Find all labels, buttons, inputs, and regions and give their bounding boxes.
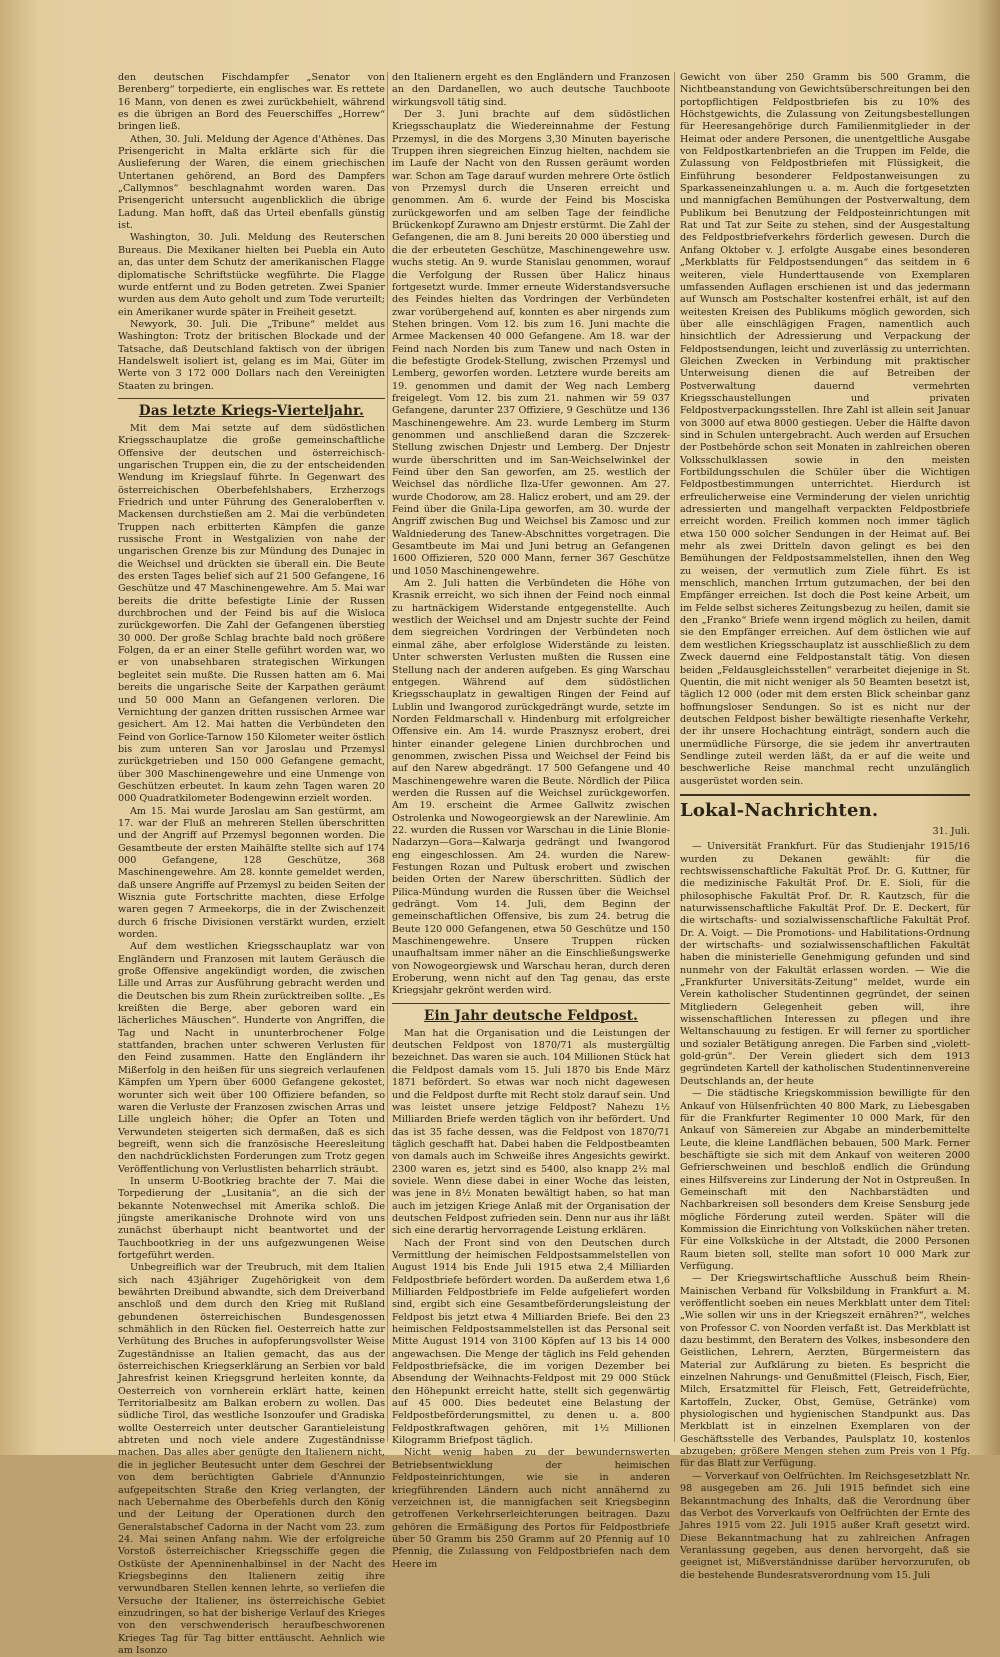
article-heading: Das letzte Kriegs-Vierteljahr. — [138, 402, 365, 419]
article-paragraph: Nach der Front sind von den Deutschen durch Vermittlung der heimischen Feldpostsammelstellen von August 1914 bis Ende Juli 1915 etwa 2,4 Milliarden Feldpostbriefe befördert worden. Da außerdem etwa 1,6 Milliarden Feldpostbriefe im Felde aufgeliefert worden sind, ergibt sich eine Gesamtbeförderungsleistung der Feldpost bis jetzt etwa 4 Milliarden Briefe. Bei den 23 heimischen Feldpostsammelstellen ist das Personal seit Mitte August 1914 von 3100 Köpfen auf 13 bis 14 000 angewachsen. Die Menge der täglich ins Feld gehenden Feldpostbriefsäcke, die im vorigen Dezember bei Absendung der Weihnachts-Feldpost mit 29 000 Stück den Höhepunkt erreicht hatte, stellt sich gegenwärtig auf 45 000. Dies bedeutet eine Belastung der Feldpostbeförderungsmittel, zu denen u. a. 800 Feldpostkraftwagen gehören, mit 1½ Millionen Kilogramm Briefpost täglich. — [392, 1237, 670, 1447]
article-paragraph: den Italienern ergeht es den Engländern und Franzosen an den Dardanellen, wo auch deutsche Tauchboote wirkungsvoll tätig sind. — [392, 72, 670, 108]
article-paragraph: den deutschen Fischdampfer „Senator von Berenberg“ torpedierte, ein englisches war. Es rettete 16 Mann, von denen es zwei zurückbehielt, während es die übrigen an Bord des Feuerschiffes „Horrew“ bringen ließ. — [118, 72, 385, 133]
article-paragraph: Man hat die Organisation und die Leistungen der deutschen Feldpost von 1870/71 als mustergültig bezeichnet. Das waren sie auch. 104 Millionen Stück hat die Feldpost damals vom 15. Juli 1870 bis Ende März 1871 befördert. So etwas war noch nicht dagewesen und die Feldpost durfte mit Recht stolz darauf sein. Und was leistet unsere jetzige Feldpost? Nahezu 1½ Milliarden Briefe werden täglich von ihr befördert. Und das ist 35 fache dessen, was die Feldpost von 1870/71 täglich geschafft hat. Dabei haben die Feldpostbeamten von damals auch im Schweiße ihres Angesichts gewirkt. 2300 waren es, jetzt sind es 5400, also knapp 2½ mal soviele. Wenn diese dabei in einer Woche das leisten, was jene in 8½ Monaten bewältigt haben, so hat man auch im jetzigen Kriege Anlaß mit der Organisation der deutschen Feldpost zufrieden sein. Denn nur aus ihr läßt sich eine derartig hervorragende Leistung erklären. — [392, 1027, 670, 1237]
page-edge-shadow — [978, 0, 1000, 1455]
section-divider — [680, 794, 970, 796]
article-paragraph: Der 3. Juni brachte auf dem südöstlichen Kriegsschauplatz die Wiedereinnahme der Festung Przemysl, in die des Morgens 3,30 Minuten bayerische Truppen ihren siegreichen Einzug hielten, nachdem sie im Laufe der Nacht von den Russen geräumt worden war. Schon am Tage darauf wurden mehrere Orte östlich von Przemysl durch die Unseren erreicht und genommen. Am 6. wurde der Feind bis Mosciska zurückgeworfen und am selben Tage der feindliche Brückenkopf Zurawno am Dnjestr erstürmt. Die Zahl der Gefangenen, die am 8. Juni bereits 20 000 überstieg und die der erbeuteten Geschütze, Maschinengewehre usw. wuchs stetig. An 9. wurde Stanislau genommen, worauf die Verfolgung der Russen über Halicz hinaus fortgesetzt wurde. Immer erneute Widerstandsversuche des Feindes hielten das Vordringen der Verbündeten zwar vorübergehend auf, konnten es aber nirgends zum Stehen bringen. Vom 12. bis zum 16. Juni machte die Armee Mackensen 40 000 Gefangene. Am 18. war der Feind nach Norden bis zum Tanew und nach Osten in die befestigte Grodek-Stellung, zwischen Przemysl und Lemberg, geworfen worden. Letztere wurde bereits am 19. genommen und damit der Weg nach Lemberg freigelegt. Vom 12. bis zum 21. nahmen wir 59 037 Gefangene, darunter 237 Offiziere, 9 Geschütze und 136 Maschinengewehre. Am 23. wurde Lemberg im Sturm genommen und anschließend daran die Szczerek-Stellung zwischen Dnjestr und Lemberg. Der Dnjestr wurde überschritten und im San-Weichselwinkel der Feind über den San geworfen, am 25. westlich der Weichsel das nördliche Ilza-Ufer gewonnen. Am 27. wurde Chodorow, am 28. Halicz erobert, und am 29. der Feind über die Gnila-Lipa geworfen, am 30. wurde der Angriff zwischen Bug und Weichsel bis Zamosc und zur Waldniederung des Tanew-Abschnittes vorgetragen. Die Gesamtbeute im Mai und Juni betrug an Gefangenen 1600 Offizieren, 520 000 Mann, ferner 367 Geschütze und 1050 Maschinengewehre. — [392, 109, 670, 577]
article-paragraph: Unbegreiflich war der Treubruch, mit dem Italien sich nach 43jähriger Zugehörigkeit von dem bewährten Dreibund abwandte, sich dem Dreiverband anschloß und dem durch den Krieg mit Rußland gebundenen österreichischen Bundesgenossen schmählich in den Rücken fiel. Oesterreich hatte zur Verhütung des Bruches in aufopferungsvollster Weise Zugeständnisse an Italien gemacht, das aus der österreichischen Kriegserklärung an Serbien vor bald Jahresfrist keinen Kriegsgrund herleiten konnte, da Oesterreich von vornherein erklärt hatte, keinen Territorialbesitz am Balkan erobern zu wollen. Das südliche Tirol, das westliche Isonzoufer und Gradiska wollte Oesterreich unter deutscher Garantieleistung abtreten und noch viele andere Zugeständnisse machen. Das alles aber genügte den Italienern nicht, die in jeglicher Beutesucht unter dem Geschrei der von dem berüchtigten Gabriele d'Annunzio aufgepeitschten Straße den Krieg verlangten, der nach Uebernahme des Oberbefehls durch den König und der Leitung der Operationen durch den Generalstabschef Cadorna in der Nacht vom 23. zum 24. Mai seinen Anfang nahm. Wie der erfolgreiche Vorstoß österreichischer Kriegsschiffe gegen die Ostküste der Apenninenhalbinsel in der Nacht des Kriegsbeginns den Italienern zeitig ihre verwundbaren Stellen kennen lehrte, so verliefen die Versuche der Italiener, ins österreichische Gebiet einzudringen, so hat der bisherige Verlauf des Krieges von den verschwenderisch heraufbeschworenen Krieges Tag für Tag bitter enttäuscht. Aehnlich wie am Isonzo — [118, 1262, 385, 1656]
column-2 — [392, 72, 670, 1570]
article-paragraph: Am 2. Juli hatten die Verbündeten die Höhe von Krasnik erreicht, wo sich ihnen der Feind noch einmal zu hartnäckigem Widerstande entgegenstellte. Auch westlich der Weichsel und am Dnjestr suchte der Feind dem siegreichen Vordringen der Verbündeten noch einmal zähe, aber erfolglose Widerstände zu leisten. Unter schwersten Verlusten mußten die Russen eine Stellung nach der anderen aufgeben. Es ging Warschau entgegen. Während auf dem südöstlichen Kriegsschauplatz in gewaltigen Ringen der Feind auf Lublin und Iwangorod zurückgedrängt wurde, setzte im Norden Feldmarschall v. Hindenburg mit erfolgreicher Offensive ein. Am 14. wurde Prasznysz erobert, drei hinter einander gelegene Linien durchbrochen und genommen, zwischen Pissa und Weichsel der Feind bis auf den Narew abgedrängt. 17 500 Gefangene und 40 Maschinengewehre waren die Beute. Nördlich der Pilica werden die Russen auf die Weichsel zurückgeworfen. Am 19. erscheint die Armee Gallwitz zwischen Ostrolenka und Nowogeorgiewsk an der Narewlinie. Am 22. wurden die Russen vor Warschau in die Linie Blonie-Nadarzyn—Gora—Kalwarja gedrängt und Iwangorod eng eingeschlossen. Am 24. wurden die Narew-Festungen Rozan und Pultusk erobert und zwischen beiden Orten der Narew überschritten. Südlich der Pilica-Mündung wurden die Russen über die Weichsel gedrängt. Vom 14. Juli, dem Beginn der gemeinschaftlichen Offensive, bis zum 24. betrug die Beute 120 000 Gefangenen, etwa 50 Geschütze und 150 Maschinengewehre. Unsere Truppen rücken unaufhaltsam immer näher an die Einschließungswerke von Nowogeorgiewsk und Warschau heran, durch deren Eroberung, wenn nicht auf den Tag genau, das erste Kriegsjahr gekrönt werden wird. — [392, 578, 670, 997]
article-paragraph: Auf dem westlichen Kriegsschauplatz war von Engländern und Franzosen mit lautem Geräusch die große Offensive angekündigt worden, die zwischen Lille und Arras zur Ausführung gebracht werden und die Deutschen bis zum Rhein zurücktreiben sollte. „Es kreißten die Berge, aber geboren ward ein lächerliches Mäuschen“. Hunderte von Angriffen, die Tag und Nacht in ununterbrochener Folge stattfanden, brachen unter schweren Verlusten für den Feind zusammen. Hatte den Engländern ihr Mißerfolg in den heißen für uns siegreich verlaufenen Kämpfen um Ypern über 6000 Gefangene gekostet, worunter sich weit über 100 Offiziere befanden, so waren die Verluste der Franzosen zwischen Arras und Lille ungleich höher; die Opfer an Toten und Verwundeten steigerten sich dermaßen, daß es sich begreift, wenn sich die französische Heeresleitung den nachdrücklichsten Forderungen zum Trotz gegen Veröffentlichung von Verlustlisten beharrlich sträubt. — [118, 941, 385, 1175]
column-rule-left — [387, 72, 388, 1442]
article-paragraph: Gewicht von über 250 Gramm bis 500 Gramm, die Nichtbeanstandung von Gewichtsüberschreitungen bei den portopflichtigen Feldpostbriefen bis zu 10% des Höchstgewichts, die Zulassung von Zeitungsbestellungen für Heeresangehörige durch Familienmitglieder in der Heimat oder andere Personen, die unentgeltliche Ausgabe von Feldpostkartenbriefen an die Truppen im Felde, die Zulassung von Feldpostbriefen mit Flüssigkeit, die Einführung besonderer Feldpostanweisungen zu Sparkasseneinzahlungen u. a. m. Auch die fortgesetzten und mannigfachen Bemühungen der Postverwaltung, dem Publikum bei Benutzung der Feldposteinrichtungen mit Rat und Tat zur Seite zu stehen, sind der Ausgestaltung des Feldpostbriefverkehrs förderlich gewesen. Durch die Anfang Oktober v. J. erfolgte Ausgabe eines besonderen „Merkblatts für Feldpostsendungen“ das seitdem in 6 weiteren, viele Hunderttausende von Exemplaren umfassenden Auflagen erschienen ist und das jedermann auf Wunsch am Postschalter kostenfrei erhält, ist auf den weitesten Kreisen des Publikums möglich geworden, sich über alle einschlägigen Fragen, namentlich auch hinsichtlich der Adressierung und Verpackung der Feldpostsendungen, leicht und zuverlässig zu unterrichten. Gleichen Zwecken in Verbindung mit praktischer Unterweisung dienen die auf Betreiben der Postverwaltung dauernd vermehrten Kriegsschaustellungen und privaten Feldpostverpackungsstellen. Ihre Zahl ist allein seit Januar von 3000 auf etwa 8000 gestiegen. Ueber die Hälfte davon sind in Schulen untergebracht. Auch werden auf Ersuchen der Postbehörde schon seit Monaten in zahlreichen oberen Volksschulklassen sowie in den meisten Fortbildungsschulen die Schüler über die Wichtigen Feldpostbestimmungen unterrichtet. Hierdurch ist erfreulicherweise eine Verminderung der vielen unrichtig adressierten und mangelhaft verpackten Feldpostbriefe erreicht worden. Freilich kommen noch immer täglich etwa 150 000 solcher Sendungen in der Heimat auf. Bei mehr als zwei Dritteln davon gelingt es bei den Bemühungen der Feldpostsammelstellen, ihnen den Weg zu weisen, der vermutlich zum Ziele führt. Es ist menschlich, manchen Irrtum gutzumachen, der bei den Empfänger erreichen. Ist doch die Post keine Arbeit, um im Felde selbst sicheres Zeitungsbezug zu heilen, damit sie den „Franko“ Briefe wenn irgend möglich zu heilen, damit sie den Empfänger erreichen. Auf dem östlichen wie auf dem westlichen Kriegsschauplatz ist ausschließlich zu dem Zweck dauernd eine Feldpostanstalt tätig. Von diesen beiden „Feldausgleichsstellen“ verarbeitet diejenige in St. Quentin, die mit nicht weniger als 50 Beamten besetzt ist, täglich 12 000 (oder mit dem ersten Blick scheinbar ganz hoffnungsloser Sendungen. So ist es nicht nur der deutschen Feldpost bisher bewältigte riesenhafte Verkehr, der ihr unsere Hochachtung einträgt, sondern auch die unermüdliche Fürsorge, die sie jedem ihr anvertrauten Sendlinge zuteil werden läßt, da er auf die weite und beschwerliche Reise manchmal recht unzulänglich ausgerüstet worden sein. — [680, 72, 970, 787]
column-rule-right — [674, 72, 675, 1442]
dateline: 31. Juli. — [932, 825, 970, 837]
article-paragraph: Nicht wenig haben zu der bewundernswerten Betriebsentwicklung der heimischen Feldposteinrichtungen, wie sie in anderen kriegführenden Ländern auch nicht annähernd zu verzeichnen ist, die mannigfachen seit Kriegsbeginn getroffenen Verkehrserleichterungen beitragen. Dazu gehören die Ermäßigung des Portos für Feldpostbriefe über 50 Gramm bis 250 Gramm auf 20 Pfennig auf 10 Pfennig, die Zulassung von Feldpostbriefen nach dem Heere im — [392, 1447, 670, 1570]
section-heading-local-news: Lokal-Nachrichten. — [680, 799, 879, 821]
article-paragraph: In unserm U-Bootkrieg brachte der 7. Mai die Torpedierung der „Lusitania“, an die sich der bekannte Notenwechsel mit Amerika schloß. Die jüngste amerikanische Drohnote wird von uns zunächst überhaupt nicht beantwortet und der Tauchbootkrieg in der uns aufgezwungenen Weise fortgeführt werden. — [118, 1175, 385, 1261]
news-item: — Die städtische Kriegskommission bewilligte für den Ankauf von Hülsenfrüchten 40 800 Mark, zu Liebesgaben für die Frankfurter Regimenter 10 000 Mark, für den Ankauf von Sämereien zur Abgabe an minderbemittelte Leute, die kleine Landflächen bebauen, 500 Mark. Ferner beschäftigte sie sich mit dem Ankauf von weiteren 2000 Gefrierschweinen und beschloß endlich die Gründung eines Hilfsvereins zur Linderung der Not in Ostpreußen. In Gemeinschaft mit den Nachbarstädten und Nachbarkreisen soll besonders dem Kreise Sensburg jede mögliche Förderung zuteil werden. Später will die Kommission die Einrichtung von Volksküchen näher treten. Für eine Volksküche in der Altstadt, die 2000 Personen Raum bieten soll, stellte man sofort 10 000 Mark zur Verfügung. — [680, 1088, 970, 1272]
article-heading: Ein Jahr deutsche Feldpost. — [423, 1007, 639, 1024]
news-item: — Der Kriegswirtschaftliche Ausschuß beim Rhein-Mainischen Verband für Volksbildung in Frankfurt a. M. veröffentlicht soeben ein neues Merkblatt unter dem Titel: „Wie sollen wir uns in der Kriegszeit ernähren?“, welches von Professor C. von Noorden verfaßt ist. Das Merkblatt ist dazu bestimmt, den Beratern des Volkes, insbesondere den Geistlichen, Lehrern, Aerzten, Bürgermeistern das Material zur Aufklärung zu bieten. Es bespricht die einzelnen Nahrungs- und Genußmittel (Fleisch, Fisch, Eier, Milch, Ersatzmittel für Fleisch, Fett, Getreidefrüchte, Kartoffeln, Zucker, Obst, Gemüse, Getränke) vom physiologischen und hygienischen Standpunkt aus. Das Merkblatt ist in einzelnen Exemplaren von der Geschäftsstelle des Verbandes, Paulsplatz 10, kostenlos abzugeben; größere Mengen stehen zum Preis von 1 Pfg. für das Blatt zur Verfügung. — [680, 1273, 970, 1470]
article-paragraph: Am 15. Mai wurde Jaroslau am San gestürmt, am 17. war der Fluß an mehreren Stellen überschritten und der Angriff auf Przemysl begonnen worden. Die Gesamtbeute der ersten Maihälfte stellte sich auf 174 000 Gefangene, 128 Geschütze, 368 Maschinengewehre. Am 28. konnte gemeldet werden, daß unsere Angriffe auf Przemysl zu beiden Seiten der Wisznia gute Fortschritte machten, diese Erfolge waren gegen 7 Armeekorps, die in der Zwischenzeit durch 6 frische Divisionen verstärkt wurden, erzielt worden. — [118, 805, 385, 941]
section-divider — [392, 1003, 670, 1004]
section-divider — [118, 398, 385, 399]
article-paragraph: Athen, 30. Juli. Meldung der Agence d'Athènes. Das Prisengericht in Malta erklärte sich für die Auslieferung der Waren, die einem griechischen Untertanen gehörend, an Bord des Dampfers „Callymnos“ beschlagnahmt worden waren. Das Prisengericht untersucht augenblicklich die übrige Ladung. Man hofft, daß das Urteil ebenfalls günstig ist. — [118, 133, 385, 232]
news-item: — Universität Frankfurt. Für das Studienjahr 1915/16 wurden zu Dekanen gewählt: für die rechtswissenschaftliche Fakultät Prof. Dr. G. Kuttner, für die medizinische Fakultät Prof. Dr. E. Sioli, für die philosophische Fakultät Prof. Dr. R. Kautzsch, für die naturwissenschaftliche Fakultät Prof. Dr. E. Deckert, für die wirtschafts- und sozialwissenschaftliche Fakultät Prof. Dr. A. Voigt. — Die Promotions- und Habilitations-Ordnung der wirtschafts- und sozialwissenschaftlichen Fakultät haben die ministerielle Genehmigung gefunden und sind nunmehr von der Fakultät erlassen worden. — Wie die „Frankfurter Universitäts-Zeitung“ meldet, wurde ein Verein katholischer Studentinnen gegründet, der seinen Mitgliedern Gelegenheit geben will, ihre wissenschaftlichen Interessen zu pflegen und ihre Weltanschauung zu festigen. Er will ferner zu sportlicher und sozialer Betätigung anregen. Die Farben sind „violett-gold-grün“. Der Verein gliedert sich dem 1913 gegründeten Kartell der katholischen Studentinnenvereine Deutschlands an, der heute — [680, 841, 970, 1087]
news-item: — Vorverkauf von Oelfrüchten. Im Reichsgesetzblatt Nr. 98 ausgegeben am 26. Juli 1915 befindet sich eine Bekanntmachung des Inhalts, daß die Verordnung über das Verbot des Vorverkaufs von Oelfrüchten der Ernte des Jahres 1915 vom 22. Juli 1915 außer Kraft gesetzt wird. Diese Bekanntmachung hat zu zahlreichen Anfragen Veranlassung gegeben, aus denen hervorgeht, daß sie geeignet ist, Mißverständnisse darüber hervorzurufen, ob die bestehende Bundesratsverordnung vom 15. Juli — [680, 1470, 970, 1581]
column-3 — [680, 72, 970, 1581]
article-paragraph: Washington, 30. Juli. Meldung des Reuterschen Bureaus. Die Mexikaner hielten bei Puebla ein Auto an, das unter dem Schutz der amerikanischen Flagge diplomatische Schriftstücke wegführte. Die Flagge wurde entfernt und zu Boden getreten. Zwei Spanier wurden aus dem Auto geholt und zum Tode verurteilt; ein Amerikaner wurde später in Freiheit gesetzt. — [118, 232, 385, 318]
article-paragraph: Newyork, 30. Juli. Die „Tribune“ meldet aus Washington: Trotz der britischen Blockade und der Tatsache, daß Deutschland faktisch von der übrigen Handelswelt isoliert ist, gelang es im Mai, Güter im Werte von 3 172 000 Dollars nach den Vereinigten Staaten zu bringen. — [118, 318, 385, 392]
column-1 — [118, 72, 385, 1656]
article-paragraph: Mit dem Mai setzte auf dem südöstlichen Kriegsschauplatze die große gemeinschaftliche Offensive der deutschen und österreichisch-ungarischen Truppen ein, die zu der entscheidenden Wendung im Kriegslauf führte. In Gegenwart des österreichischen Oberbefehlshabers, Erzherzogs Friedrich und unter Führung des Generaloberften v. Mackensen durchstießen am 2. Mai die verbündeten Truppen nach erbitterten Kämpfen die ganze russische Front in Westgalizien von nahe der ungarischen Grenze bis zur Mündung des Dunajec in die Weichsel und drückten sie überall ein. Die Beute des ersten Tages belief sich auf 21 500 Gefangene, 16 Geschütze und 47 Maschinengewehre. Am 5. Mai war bereits die dritte befestigte Linie der Russen durchbrochen und der Feind bis auf die Wisloca zurückgeworfen. Die Zahl der Gefangenen überstieg 30 000. Der große Schlag brachte bald noch größere Folgen, da er an einer Stelle geführt worden war, wo er von unabsehbaren strategischen Wirkungen begleitet sein mußte. Die Russen hatten am 6. Mai bereits die ungarische Seite der Karpathen geräumt und 50 000 Mann an Gefangenen verloren. Die Vernichtung der ganzen dritten russischen Armee war gesichert. Am 12. Mai hatten die Verbündeten den Feind von Gorlice-Tarnow 150 Kilometer weiter östlich bis zum unteren San vor Jaroslau und Przemysl zurückgetrieben und 150 000 Gefangene gemacht, über 300 Maschinengewehre und eine Unmenge von Geschützen erbeutet. In kaum zehn Tagen waren 20 000 Quadratkilometer Bodengewinn erzielt worden. — [118, 422, 385, 805]
